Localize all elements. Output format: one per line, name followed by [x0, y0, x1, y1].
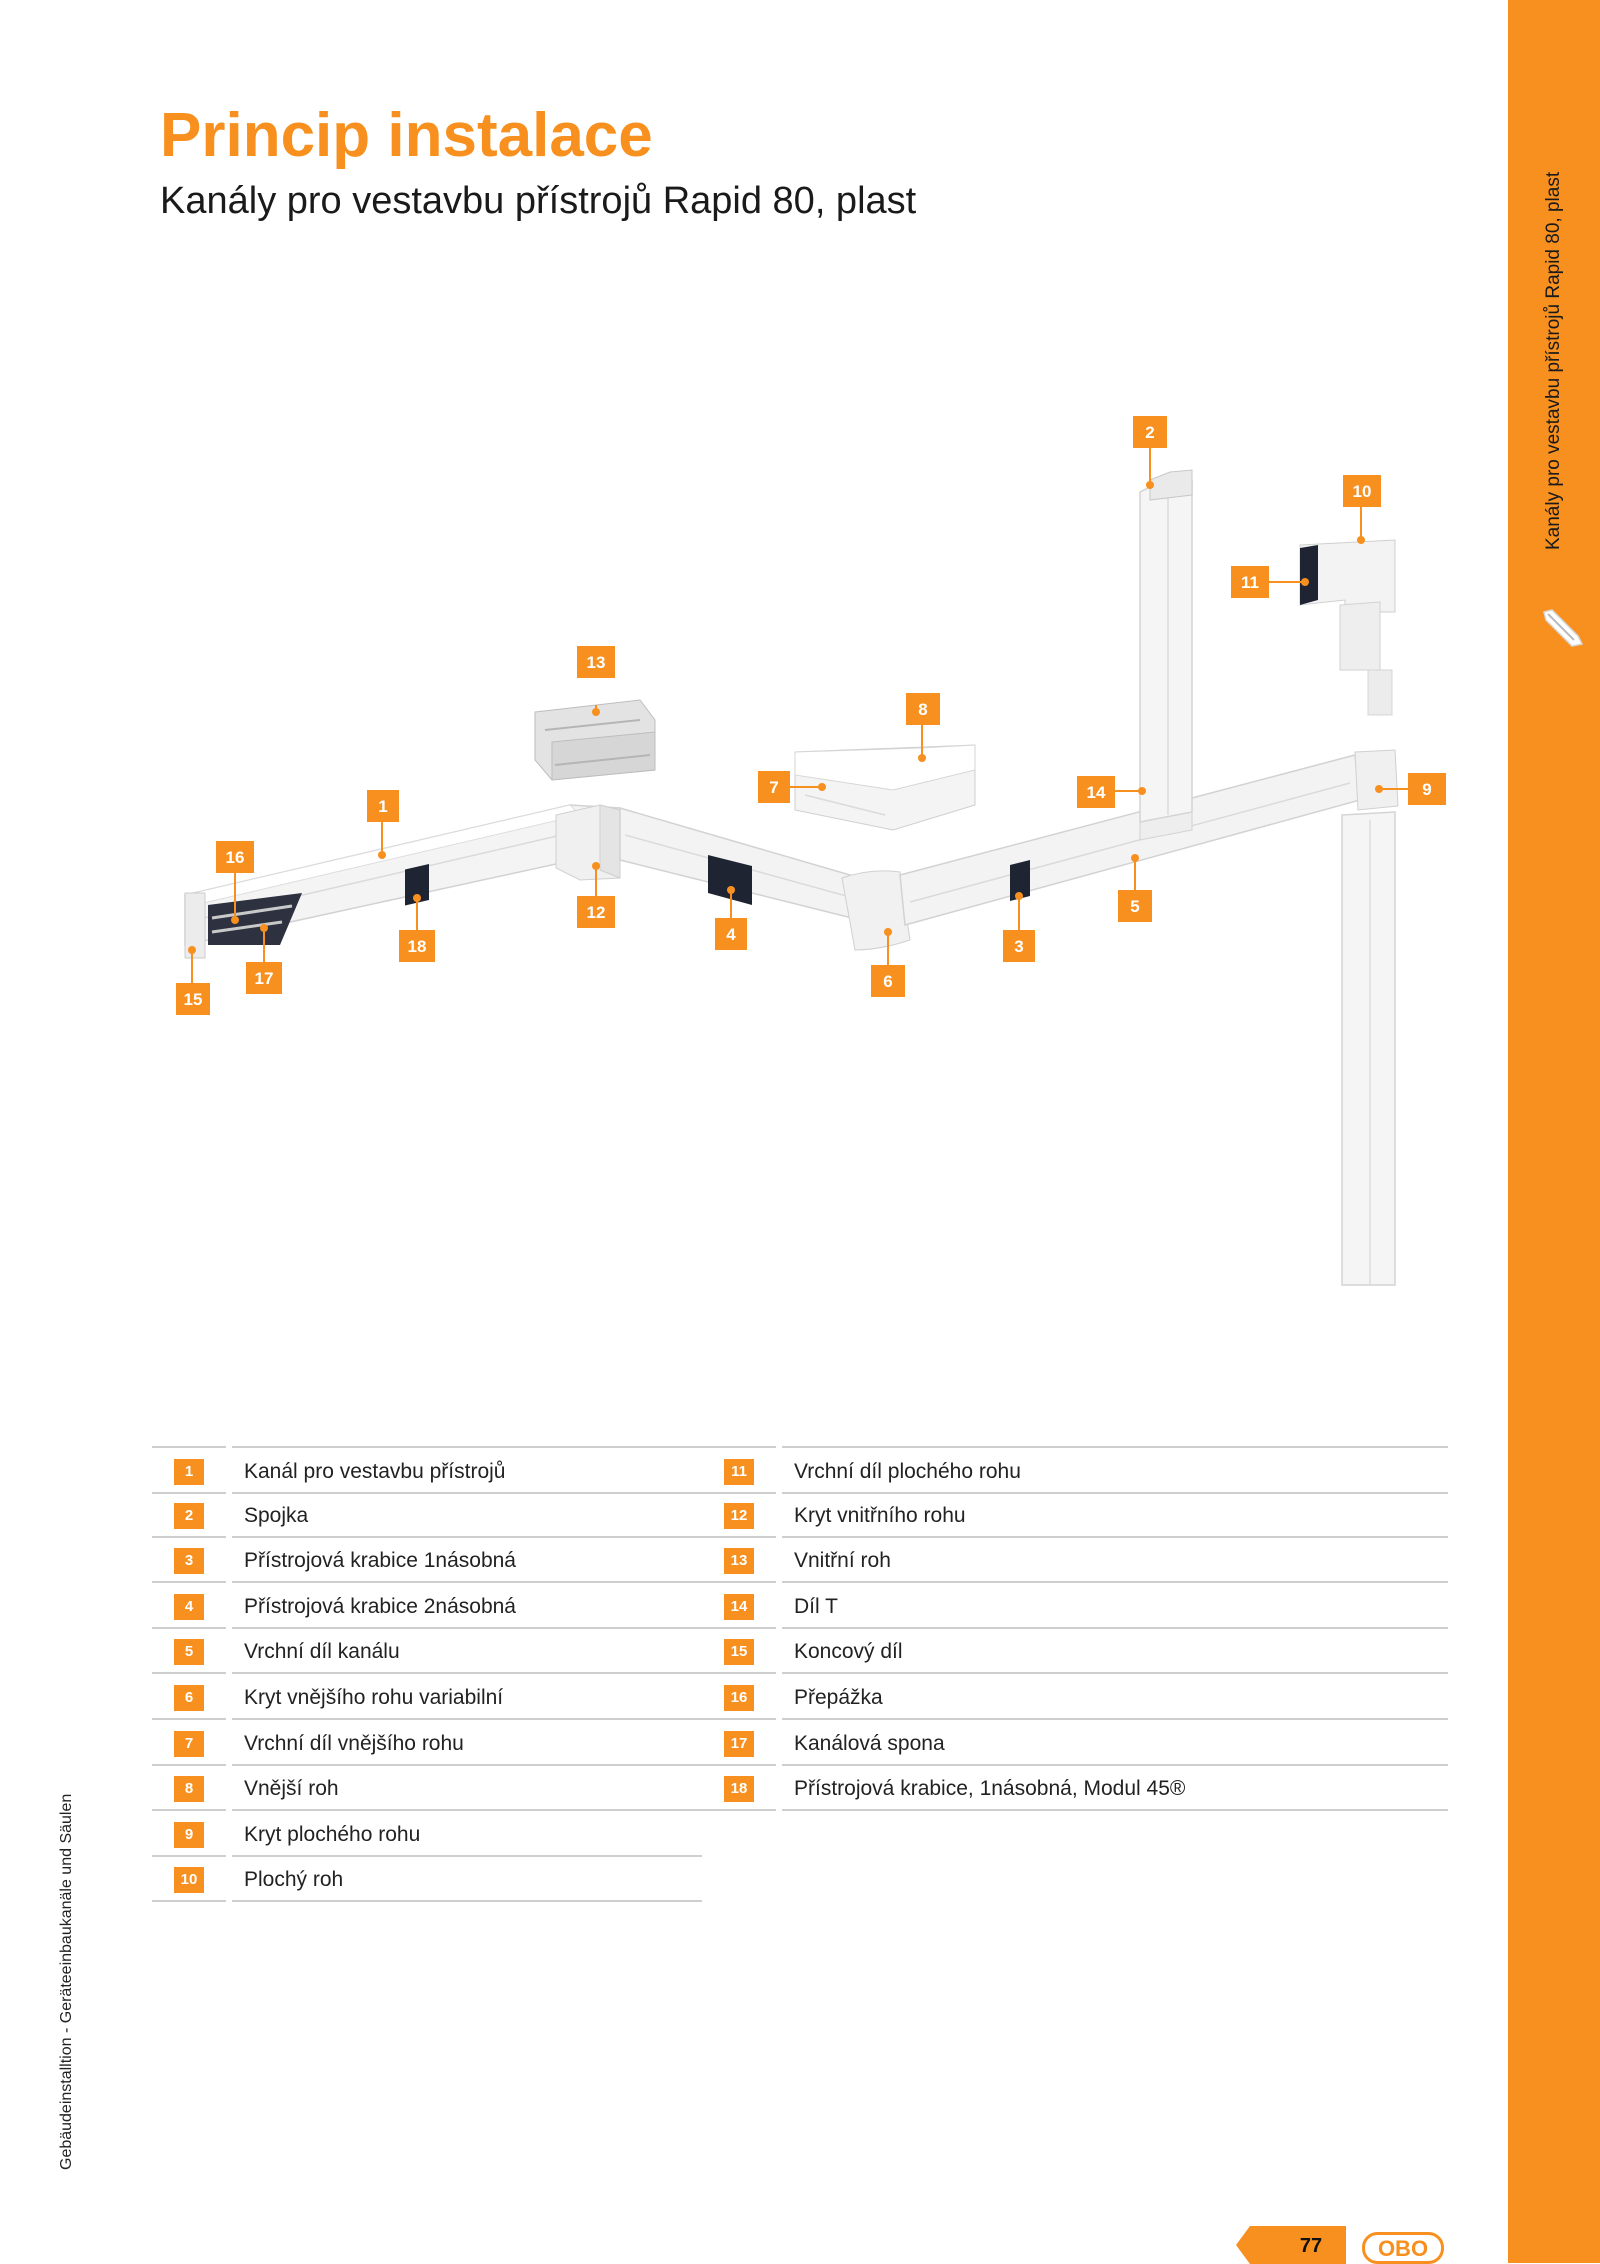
- channel-profile-icon: [1538, 600, 1588, 650]
- legend-row: [702, 1765, 1448, 1811]
- callout-9: [1408, 773, 1446, 805]
- legend-number-badge: 10: [174, 1867, 204, 1893]
- svg-text:10: 10: [1352, 482, 1372, 501]
- legend-label: Plochý roh: [244, 1868, 344, 1892]
- legend-number-badge: 13: [724, 1548, 754, 1574]
- callout-18: [399, 930, 435, 962]
- legend-row: [702, 1674, 1448, 1720]
- legend-number-badge: 18: [724, 1776, 754, 1802]
- legend-number-badge: 17: [724, 1731, 754, 1757]
- svg-text:7: 7: [769, 778, 779, 797]
- callout-1: [367, 790, 399, 822]
- legend-label: Vrchní díl kanálu: [244, 1640, 400, 1664]
- legend-row: [152, 1583, 702, 1629]
- svg-text:14: 14: [1086, 783, 1106, 802]
- svg-text:3: 3: [1014, 937, 1024, 956]
- legend-label: Přístrojová krabice 2násobná: [244, 1594, 516, 1618]
- callout-10: [1343, 475, 1381, 507]
- legend-number-badge: 2: [174, 1503, 204, 1529]
- legend-row: [152, 1446, 702, 1492]
- svg-text:12: 12: [586, 903, 606, 922]
- legend-row: [702, 1583, 1448, 1629]
- svg-text:OBO: OBO: [1377, 2236, 1429, 2261]
- legend-label: Kryt vnějšího rohu variabilní: [244, 1685, 504, 1709]
- side-section-label: Kanály pro vestavbu přístrojů Rapid 80, plast: [1543, 171, 1564, 550]
- legend-label: Spojka: [244, 1503, 309, 1527]
- legend-number-badge: 11: [724, 1459, 754, 1485]
- legend-row: [702, 1537, 1448, 1583]
- legend-label: Kryt plochého rohu: [244, 1822, 421, 1846]
- legend-row: [702, 1446, 1448, 1492]
- legend-row: [152, 1674, 702, 1720]
- callout-4: [715, 918, 747, 950]
- legend-number-badge: 5: [174, 1639, 204, 1665]
- legend-right-column: [702, 1446, 1448, 1811]
- legend-label: Koncový díl: [794, 1640, 903, 1664]
- page-number: 77: [1299, 2235, 1323, 2257]
- legend-number-badge: 9: [174, 1822, 204, 1848]
- footer-side-label: Gebäudeinstalltion - Geräteeinbaukanäle und Säulen: [58, 1793, 75, 2170]
- svg-text:18: 18: [407, 937, 427, 956]
- callout-6: [871, 965, 905, 997]
- callout-2: [1133, 416, 1167, 448]
- legend-number-badge: 8: [174, 1776, 204, 1802]
- legend-row: [152, 1765, 702, 1811]
- obo-logo: [1362, 2232, 1444, 2264]
- svg-text:5: 5: [1130, 897, 1140, 916]
- legend-number-badge: 15: [724, 1639, 754, 1665]
- callout-7: [758, 771, 790, 803]
- svg-text:15: 15: [183, 990, 203, 1009]
- legend-number-badge: 16: [724, 1685, 754, 1711]
- legend-label: Vnitřní roh: [794, 1549, 891, 1573]
- svg-text:8: 8: [918, 700, 928, 719]
- svg-text:13: 13: [586, 653, 606, 672]
- legend-row: [152, 1537, 702, 1583]
- legend-label: Vrchní díl vnějšího rohu: [244, 1731, 464, 1755]
- channel-system-illustration: [185, 470, 1398, 1285]
- legend-number-badge: 14: [724, 1594, 754, 1620]
- callout-11: [1231, 566, 1269, 598]
- page-title: Princip instalace: [160, 101, 653, 170]
- legend-label: Přístrojová krabice 1násobná: [244, 1549, 516, 1573]
- svg-text:9: 9: [1422, 780, 1432, 799]
- legend-row: [152, 1856, 702, 1902]
- legend-row: [152, 1628, 702, 1674]
- legend-label: Přístrojová krabice, 1násobná, Modul 45®: [794, 1777, 1186, 1801]
- legend-left-column: [152, 1446, 702, 1902]
- legend-number-badge: 4: [174, 1594, 204, 1620]
- legend-label: Přepážka: [794, 1685, 883, 1709]
- callout-13: [577, 646, 615, 678]
- callout-3: [1003, 930, 1035, 962]
- legend-number-badge: 12: [724, 1503, 754, 1529]
- svg-text:4: 4: [726, 925, 736, 944]
- callout-8: [906, 693, 940, 725]
- svg-text:16: 16: [225, 848, 245, 867]
- legend-number-badge: 6: [174, 1685, 204, 1711]
- legend-label: Kanálová spona: [794, 1731, 945, 1755]
- legend-row: [152, 1492, 702, 1538]
- svg-text:17: 17: [254, 969, 274, 988]
- callout-badges: [176, 416, 1446, 1015]
- callout-12: [577, 896, 615, 928]
- svg-text:11: 11: [1241, 573, 1259, 592]
- legend-label: Vnější roh: [244, 1777, 339, 1801]
- flat-corner-illustration: [1300, 540, 1395, 715]
- legend-row: [702, 1492, 1448, 1538]
- legend-row: [152, 1720, 702, 1766]
- legend-row: [702, 1720, 1448, 1766]
- callout-5: [1118, 890, 1152, 922]
- legend-row: [152, 1811, 702, 1857]
- legend-number-badge: 3: [174, 1548, 204, 1574]
- callout-17: [246, 962, 282, 994]
- legend-number-badge: 1: [174, 1459, 204, 1485]
- svg-text:2: 2: [1145, 423, 1155, 442]
- callout-14: [1077, 776, 1115, 808]
- svg-text:6: 6: [883, 972, 893, 991]
- legend-label: Kanál pro vestavbu přístrojů: [244, 1460, 506, 1483]
- legend-number-badge: 7: [174, 1731, 204, 1757]
- legend-label: Kryt vnitřního rohu: [794, 1503, 966, 1527]
- page-subtitle: Kanály pro vestavbu přístrojů Rapid 80, plast: [160, 180, 917, 222]
- callout-16: [216, 841, 254, 873]
- legend-label: Díl T: [794, 1594, 838, 1618]
- svg-text:1: 1: [378, 797, 388, 816]
- callout-15: [176, 983, 210, 1015]
- legend-label: Vrchní díl plochého rohu: [794, 1460, 1021, 1483]
- legend-row: [702, 1628, 1448, 1674]
